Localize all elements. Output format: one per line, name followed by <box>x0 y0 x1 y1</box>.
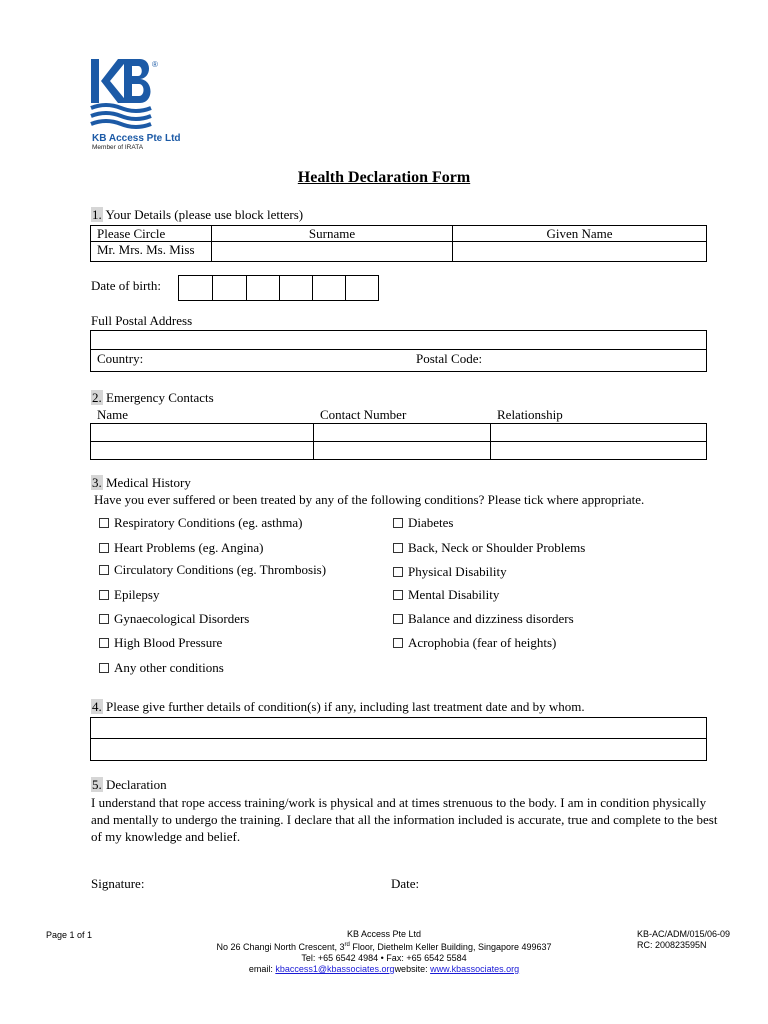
dob-box[interactable] <box>279 275 313 301</box>
footer-phone: Tel: +65 6542 4984 • Fax: +65 6542 5584 <box>301 953 467 963</box>
dob-box[interactable] <box>345 275 379 301</box>
col-header-circle: Please Circle <box>91 226 212 242</box>
footer-contact: email: kbaccess1@kbassociates.orgwebsite: www.kbassociates.org <box>248 964 520 974</box>
col-header-contact-number: Contact Number <box>320 407 407 422</box>
section-number: 5. <box>92 777 102 792</box>
condition-gynaecological[interactable]: Gynaecological Disorders <box>99 611 249 627</box>
col-header-surname: Surname <box>212 226 453 242</box>
section-number: 4. <box>92 699 102 714</box>
checkbox[interactable] <box>393 614 403 624</box>
section-number: 1. <box>92 207 102 222</box>
section-number: 2. <box>92 390 102 405</box>
footer-codes <box>637 929 730 951</box>
checkbox[interactable] <box>393 567 403 577</box>
condition-details-box[interactable] <box>90 717 707 761</box>
condition-heart[interactable]: Heart Problems (eg. Angina) <box>99 540 263 556</box>
company-name: KB Access Pte Ltd <box>92 133 181 144</box>
condition-epilepsy[interactable]: Epilepsy <box>99 587 160 603</box>
condition-back-neck-shoulder[interactable]: Back, Neck or Shoulder Problems <box>393 540 585 556</box>
col-header-given-name: Given Name <box>453 226 707 242</box>
address-label: Full Postal Address <box>91 313 193 328</box>
address-divider <box>90 349 707 350</box>
dob-box[interactable] <box>178 275 213 301</box>
postal-code-label: Postal Code: <box>416 351 483 366</box>
member-text: Member of IRATA <box>92 144 144 151</box>
condition-acrophobia[interactable]: Acrophobia (fear of heights) <box>393 635 556 651</box>
col-header-name: Name <box>97 407 129 422</box>
condition-balance-dizziness[interactable]: Balance and dizziness disorders <box>393 611 574 627</box>
section-3-heading <box>91 475 191 491</box>
col-divider <box>313 423 314 460</box>
condition-circulatory[interactable]: Circulatory Conditions (eg. Thrombosis) <box>99 562 326 578</box>
condition-respiratory[interactable]: Respiratory Conditions (eg. asthma) <box>99 515 302 531</box>
page-number: Page 1 of 1 <box>46 930 93 940</box>
checkbox[interactable] <box>99 590 109 600</box>
registered-mark: ® <box>152 60 158 69</box>
checkbox[interactable] <box>99 543 109 553</box>
section-title: Emergency Contacts <box>106 390 214 405</box>
checkbox[interactable] <box>99 614 109 624</box>
given-name-field[interactable] <box>453 242 707 262</box>
details-table <box>90 225 707 262</box>
condition-mental-disability[interactable]: Mental Disability <box>393 587 499 603</box>
form-title: Health Declaration Form <box>297 169 471 186</box>
checkbox[interactable] <box>393 518 403 528</box>
section-number: 3. <box>92 475 102 490</box>
checkbox[interactable] <box>393 590 403 600</box>
signature-label: Signature: <box>91 876 145 891</box>
footer-address: No 26 Changi North Crescent, 3rd Floor, Diethelm Keller Building, Singapore 499637 <box>216 942 552 952</box>
col-header-relationship: Relationship <box>497 407 563 422</box>
condition-other[interactable]: Any other conditions <box>99 660 224 676</box>
checkbox[interactable] <box>99 663 109 673</box>
section-title: Medical History <box>106 475 191 490</box>
checkbox[interactable] <box>99 518 109 528</box>
country-label: Country: <box>97 351 144 366</box>
title-options[interactable]: Mr. Mrs. Ms. Miss <box>91 242 212 262</box>
dob-box[interactable] <box>246 275 280 301</box>
checkbox[interactable] <box>99 565 109 575</box>
checkbox[interactable] <box>99 638 109 648</box>
section-title: Please give further details of condition(s) if any, including last treatment date and by whom. <box>106 699 585 714</box>
email-link[interactable]: kbaccess1@kbassociates.org <box>275 964 395 974</box>
section-4-heading <box>91 699 585 715</box>
medical-question: Have you ever suffered or been treated by any of the following conditions? Please tick where appropriate. <box>94 492 645 507</box>
checkbox[interactable] <box>393 543 403 553</box>
rc-number: RC: 200823595N <box>637 940 707 950</box>
section-5-heading <box>91 777 167 793</box>
dob-box[interactable] <box>212 275 247 301</box>
section-title: Your Details (please use block letters) <box>105 207 304 222</box>
dob-label: Date of birth: <box>91 278 162 293</box>
condition-high-blood-pressure[interactable]: High Blood Pressure <box>99 635 222 651</box>
row-divider <box>90 738 707 739</box>
date-label: Date: <box>391 876 420 891</box>
section-2-heading <box>91 390 214 406</box>
section-title: Declaration <box>106 777 167 792</box>
footer-company: KB Access Pte Ltd <box>346 929 422 939</box>
address-box[interactable] <box>90 330 707 372</box>
row-divider <box>90 441 707 442</box>
section-1-heading <box>91 207 303 223</box>
col-divider <box>490 423 491 460</box>
condition-diabetes[interactable]: Diabetes <box>393 515 453 531</box>
surname-field[interactable] <box>212 242 453 262</box>
doc-code: KB-AC/ADM/015/06-09 <box>637 929 731 939</box>
declaration-text: I understand that rope access training/work is physical and at times strenuous to the body. I am in condition physically and mentally to undergo the training. I declare that all the information included is accurate, true and complete to the best of my knowledge and belief. <box>91 795 718 844</box>
dob-box[interactable] <box>312 275 346 301</box>
website-link[interactable]: www.kbassociates.org <box>430 964 520 974</box>
condition-physical-disability[interactable]: Physical Disability <box>393 564 507 580</box>
checkbox[interactable] <box>393 638 403 648</box>
